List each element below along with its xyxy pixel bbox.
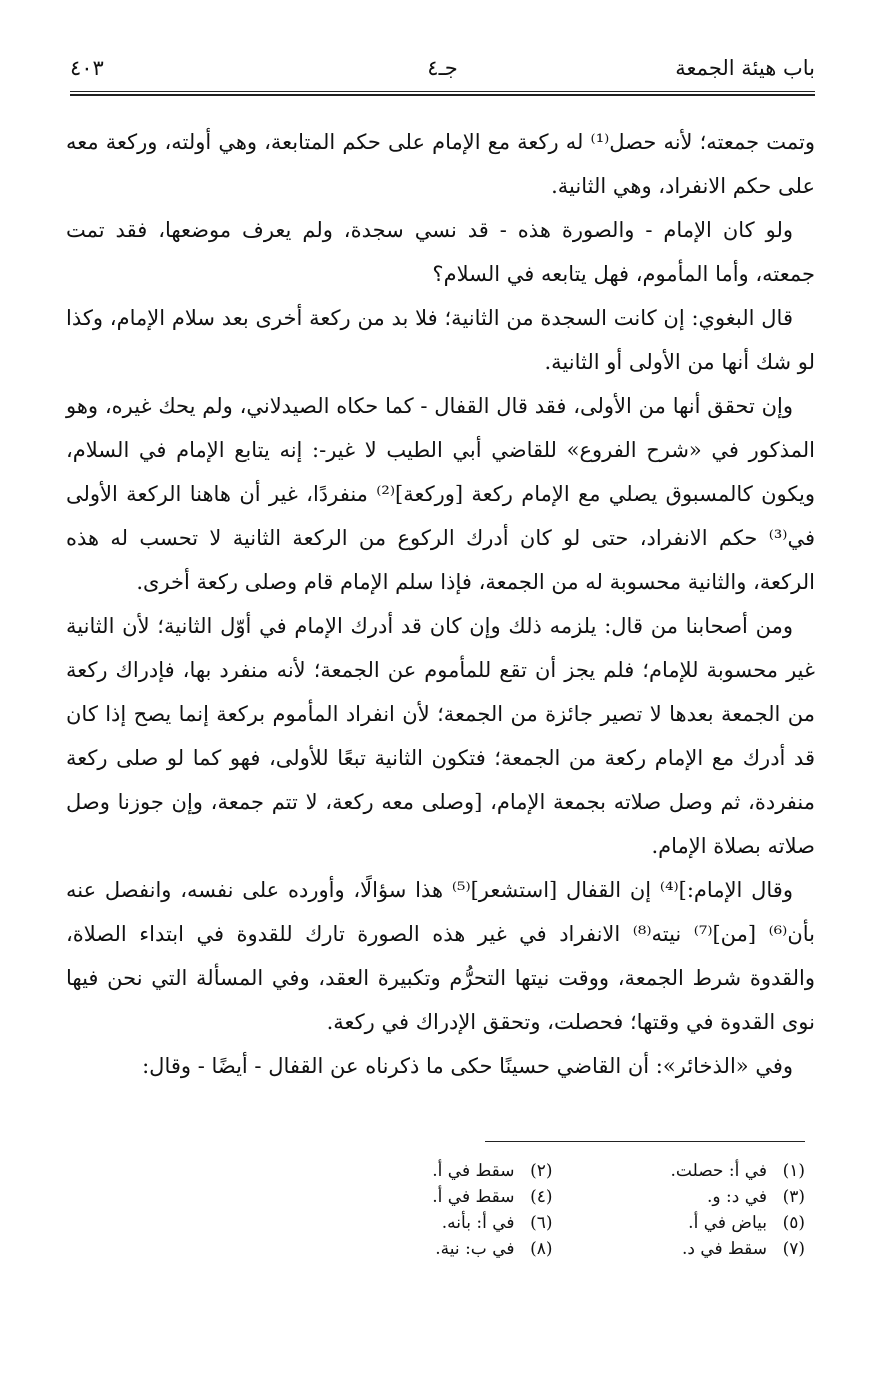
footnote-item <box>300 1236 553 1262</box>
footnote-number: (٦) <box>530 1213 553 1233</box>
footnote-number: (٢) <box>530 1161 553 1181</box>
header-rule-thick <box>70 94 815 96</box>
page-header <box>70 50 815 96</box>
footnote-text: سقط في أ. <box>432 1161 515 1181</box>
footnote-row <box>300 1184 805 1210</box>
body-text <box>66 120 815 1088</box>
footnotes <box>300 1158 805 1262</box>
footnote-text: في أ: بأنه. <box>441 1213 515 1233</box>
footnote-text: في ب: نية. <box>435 1239 515 1259</box>
footnote-row <box>300 1210 805 1236</box>
footnote-row <box>300 1236 805 1262</box>
footnote-number: (١) <box>782 1161 805 1181</box>
paragraph: وفي «الذخائر»: أن القاضي حسينًا حكى ما ذكرناه عن القفال - أيضًا - وقال: <box>142 1054 793 1078</box>
header-rule-thin <box>70 91 815 92</box>
footnote-text: سقط في أ. <box>432 1187 515 1207</box>
footnote-text: بياض في أ. <box>688 1213 767 1233</box>
footnote-text: سقط في د. <box>681 1239 767 1259</box>
footnote-item <box>300 1184 553 1210</box>
paragraph: وإن تحقق أنها من الأولى، فقد قال القفال - كما حكاه الصيدلاني، ولم يحك غيره، وهو المذكور في «شرح الفروع» للقاضي أبي الطيب لا غير-: إنه يتابع الإمام في السلام، ويكون كالمسبوق يصلي مع الإمام ركعة [وركعة]⁽²⁾ منفردًا، غير أن هاهنا الركعة الأولى في⁽³⁾ حكم الانفراد، حتى لو كان أدرك الركوع من الركعة الثانية لا تحسب له هذه الركعة، والثانية محسوبة له من الجمعة، فإذا سلم الإمام قام وصلى ركعة أخرى. <box>66 394 815 594</box>
footnote-separator <box>485 1141 805 1142</box>
paragraph: ومن أصحابنا من قال: يلزمه ذلك وإن كان قد أدرك الإمام في أوّل الثانية؛ لأن الثانية غير محسوبة للإمام؛ فلم يجز أن تقع للمأموم عن الجمعة؛ لأنه منفرد بها، فإدراك ركعة من الجمعة بعدها لا تصير جائزة من الجمعة؛ لأن انفراد المأموم بركعة إنما يصح إذا كان قد أدرك مع الإمام ركعة من الجمعة؛ فتكون الثانية تبعًا للأولى، فهو كما لو صلى ركعة منفردة، ثم وصل صلاته بجمعة الإمام، [وصلى معه ركعة، لا تتم جمعة، وإن جوزنا وصل صلاته بصلاة الإمام. <box>66 614 815 858</box>
footnote-number: (٥) <box>782 1213 805 1233</box>
footnote-number: (٧) <box>782 1239 805 1259</box>
paragraph: وتمت جمعته؛ لأنه حصل⁽¹⁾ له ركعة مع الإمام على حكم المتابعة، وهي أولته، وركعة معه على حكم الانفراد، وهي الثانية. <box>66 130 815 198</box>
footnote-text: في أ: حصلت. <box>670 1161 767 1181</box>
footnote-row <box>300 1158 805 1184</box>
page-number: ٤٠٣ <box>70 56 104 80</box>
footnote-number: (٨) <box>530 1239 553 1259</box>
volume-label: جـ٤ <box>427 56 458 80</box>
footnote-item <box>300 1210 553 1236</box>
footnote-item <box>300 1158 553 1184</box>
footnote-item <box>553 1158 806 1184</box>
paragraph: قال البغوي: إن كانت السجدة من الثانية؛ فلا بد من ركعة أخرى بعد سلام الإمام، وكذا لو شك أنها من الأولى أو الثانية. <box>66 306 815 374</box>
footnote-item <box>553 1236 806 1262</box>
footnote-item <box>553 1184 806 1210</box>
paragraph: وقال الإمام:]⁽⁴⁾ إن القفال [استشعر]⁽⁵⁾ هذا سؤالًا، وأورده على نفسه، وانفصل عنه بأن⁽⁶⁾ [من]⁽⁷⁾ نيته⁽⁸⁾ الانفراد في غير هذه الصورة تارك للقدوة في ابتداء الصلاة، والقدوة شرط الجمعة، ووقت نيتها التحرُّم وتكبيرة العقد، وفي المسألة التي نحن فيها نوى القدوة في وقتها؛ فحصلت، وتحقق الإدراك في ركعة. <box>66 878 815 1034</box>
footnote-text: في د: و. <box>706 1187 767 1207</box>
footnote-number: (٣) <box>782 1187 805 1207</box>
footnote-number: (٤) <box>530 1187 553 1207</box>
footnote-item <box>553 1210 806 1236</box>
chapter-title: باب هيئة الجمعة <box>675 56 815 80</box>
paragraph: ولو كان الإمام - والصورة هذه - قد نسي سجدة، ولم يعرف موضعها، فقد تمت جمعته، وأما المأموم، فهل يتابعه في السلام؟ <box>66 218 815 286</box>
